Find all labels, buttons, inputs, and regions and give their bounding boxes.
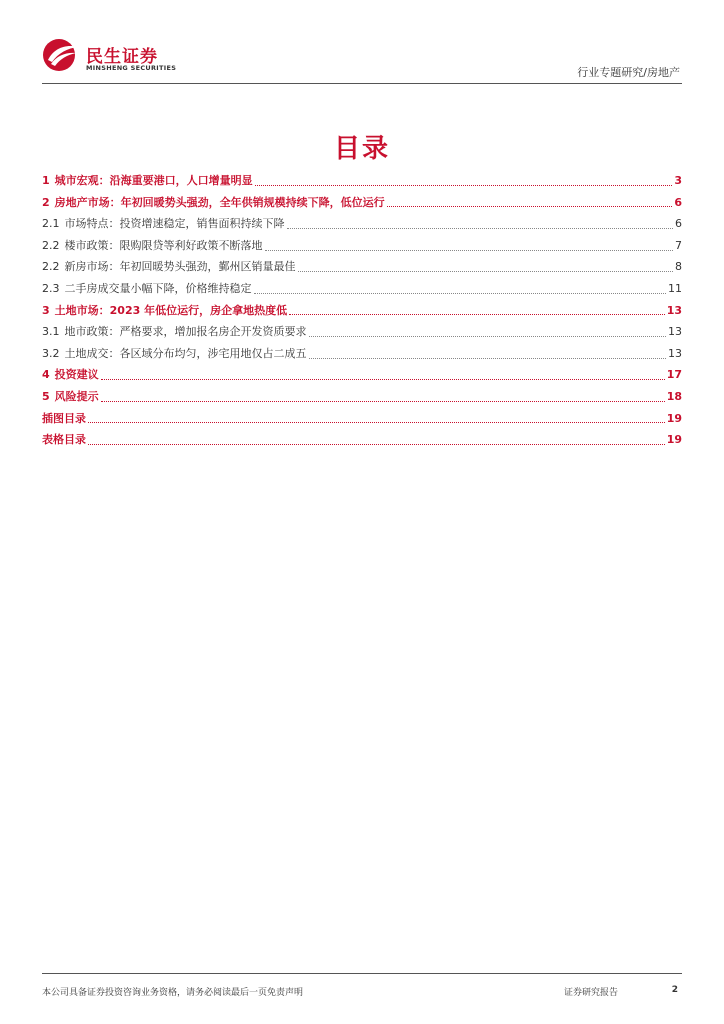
page-number: 2 bbox=[671, 985, 678, 995]
toc-entry-title: 市场特点：投资增速稳定，销售面积持续下降 bbox=[64, 217, 285, 231]
toc-entry[interactable] bbox=[42, 258, 682, 280]
toc-leader-dots bbox=[265, 250, 674, 251]
company-logo bbox=[42, 38, 192, 78]
toc-entry-number: 2.2 bbox=[42, 238, 60, 252]
toc-leader-dots bbox=[88, 444, 665, 445]
toc-leader-dots bbox=[101, 379, 665, 380]
report-type: 行业专题研究/房地产 bbox=[577, 66, 680, 79]
toc-entry-number: 1 bbox=[42, 174, 50, 187]
toc-entry-title: 二手房成交量小幅下降，价格维持稳定 bbox=[64, 281, 252, 295]
toc-leader-dots bbox=[101, 401, 665, 402]
toc-entry[interactable] bbox=[42, 194, 682, 216]
toc-entry[interactable] bbox=[42, 388, 682, 410]
toc-entry[interactable] bbox=[42, 366, 682, 388]
toc-entry-number: 2.2 bbox=[42, 260, 60, 274]
toc-entry-page: 6 bbox=[675, 217, 682, 231]
toc-entry-title: 风险提示 bbox=[54, 389, 99, 403]
toc-leader-dots bbox=[309, 358, 667, 359]
logo-mark-icon bbox=[42, 38, 82, 72]
toc-entry[interactable] bbox=[42, 237, 682, 259]
toc-leader-dots bbox=[289, 314, 665, 315]
toc-entry-page: 17 bbox=[666, 368, 682, 382]
toc-leader-dots bbox=[287, 228, 674, 229]
toc-entry-number: 5 bbox=[42, 389, 50, 403]
toc-entry-page: 13 bbox=[668, 325, 682, 339]
brand-name-cn: 民生证券 bbox=[86, 47, 158, 67]
toc-entry-page: 13 bbox=[668, 346, 682, 360]
toc-title: 目录 bbox=[333, 134, 390, 164]
toc-entry-title: 房地产市场：年初回暖势头强劲，全年供销规模持续下降，低位运行 bbox=[54, 195, 385, 209]
toc-entry[interactable] bbox=[42, 302, 682, 324]
toc-entry-number: 4 bbox=[42, 368, 50, 382]
toc-entry-number: 3.1 bbox=[42, 325, 60, 339]
footer-disclaimer: 本公司具备证券投资咨询业务资格，请务必阅读最后一页免责声明 bbox=[42, 988, 304, 998]
toc-entry-title: 城市宏观：沿海重要港口，人口增量明显 bbox=[54, 174, 253, 187]
toc-entry-title: 表格目录 bbox=[42, 433, 86, 447]
toc-entry-page: 7 bbox=[675, 238, 682, 252]
toc-entry-title: 土地市场：2023 年低位运行，房企拿地热度低 bbox=[54, 303, 288, 317]
toc-entry[interactable] bbox=[42, 323, 682, 345]
toc-entry[interactable] bbox=[42, 215, 682, 237]
toc-entry-page: 13 bbox=[666, 303, 682, 317]
toc-entry[interactable] bbox=[42, 410, 682, 432]
page-header bbox=[42, 38, 682, 84]
toc-entry-number: 2.1 bbox=[42, 217, 60, 231]
toc-leader-dots bbox=[255, 185, 673, 186]
toc-entry-page: 19 bbox=[666, 433, 682, 447]
toc-entry-title: 土地成交：各区域分布均匀，涉宅用地仅占二成五 bbox=[64, 346, 307, 360]
toc-entry-title: 楼市政策：限购限贷等利好政策不断落地 bbox=[64, 238, 263, 252]
toc-entry[interactable] bbox=[42, 280, 682, 302]
toc-entry-title: 投资建议 bbox=[54, 368, 99, 382]
page-footer bbox=[42, 973, 682, 1004]
toc-leader-dots bbox=[254, 293, 667, 294]
toc-entry-title: 插图目录 bbox=[42, 411, 86, 425]
toc-entry-page: 8 bbox=[675, 260, 682, 274]
toc-entry-number: 3 bbox=[42, 303, 50, 317]
toc-entry-number: 3.2 bbox=[42, 346, 60, 360]
toc-entry[interactable] bbox=[42, 172, 682, 194]
toc-entry-page: 18 bbox=[666, 389, 682, 403]
table-of-contents bbox=[42, 172, 682, 453]
toc-entry[interactable] bbox=[42, 431, 682, 453]
toc-leader-dots bbox=[88, 422, 665, 423]
toc-entry-number: 2.3 bbox=[42, 281, 60, 295]
toc-entry-page: 11 bbox=[668, 281, 682, 295]
toc-leader-dots bbox=[309, 336, 667, 337]
footer-doc-type: 证券研究报告 bbox=[564, 988, 619, 998]
toc-leader-dots bbox=[387, 206, 673, 207]
brand-name-en: MINSHENG SECURITIES bbox=[86, 64, 177, 72]
toc-entry-number: 2 bbox=[42, 195, 50, 209]
toc-entry-page: 19 bbox=[666, 411, 682, 425]
toc-entry[interactable] bbox=[42, 345, 682, 367]
toc-entry-page: 6 bbox=[674, 195, 682, 209]
toc-entry-title: 地市政策：严格要求，增加报名房企开发资质要求 bbox=[64, 325, 307, 339]
toc-leader-dots bbox=[298, 271, 674, 272]
toc-entry-page: 3 bbox=[674, 174, 682, 187]
toc-entry-title: 新房市场：年初回暖势头强劲，鄞州区销量最佳 bbox=[64, 260, 296, 274]
